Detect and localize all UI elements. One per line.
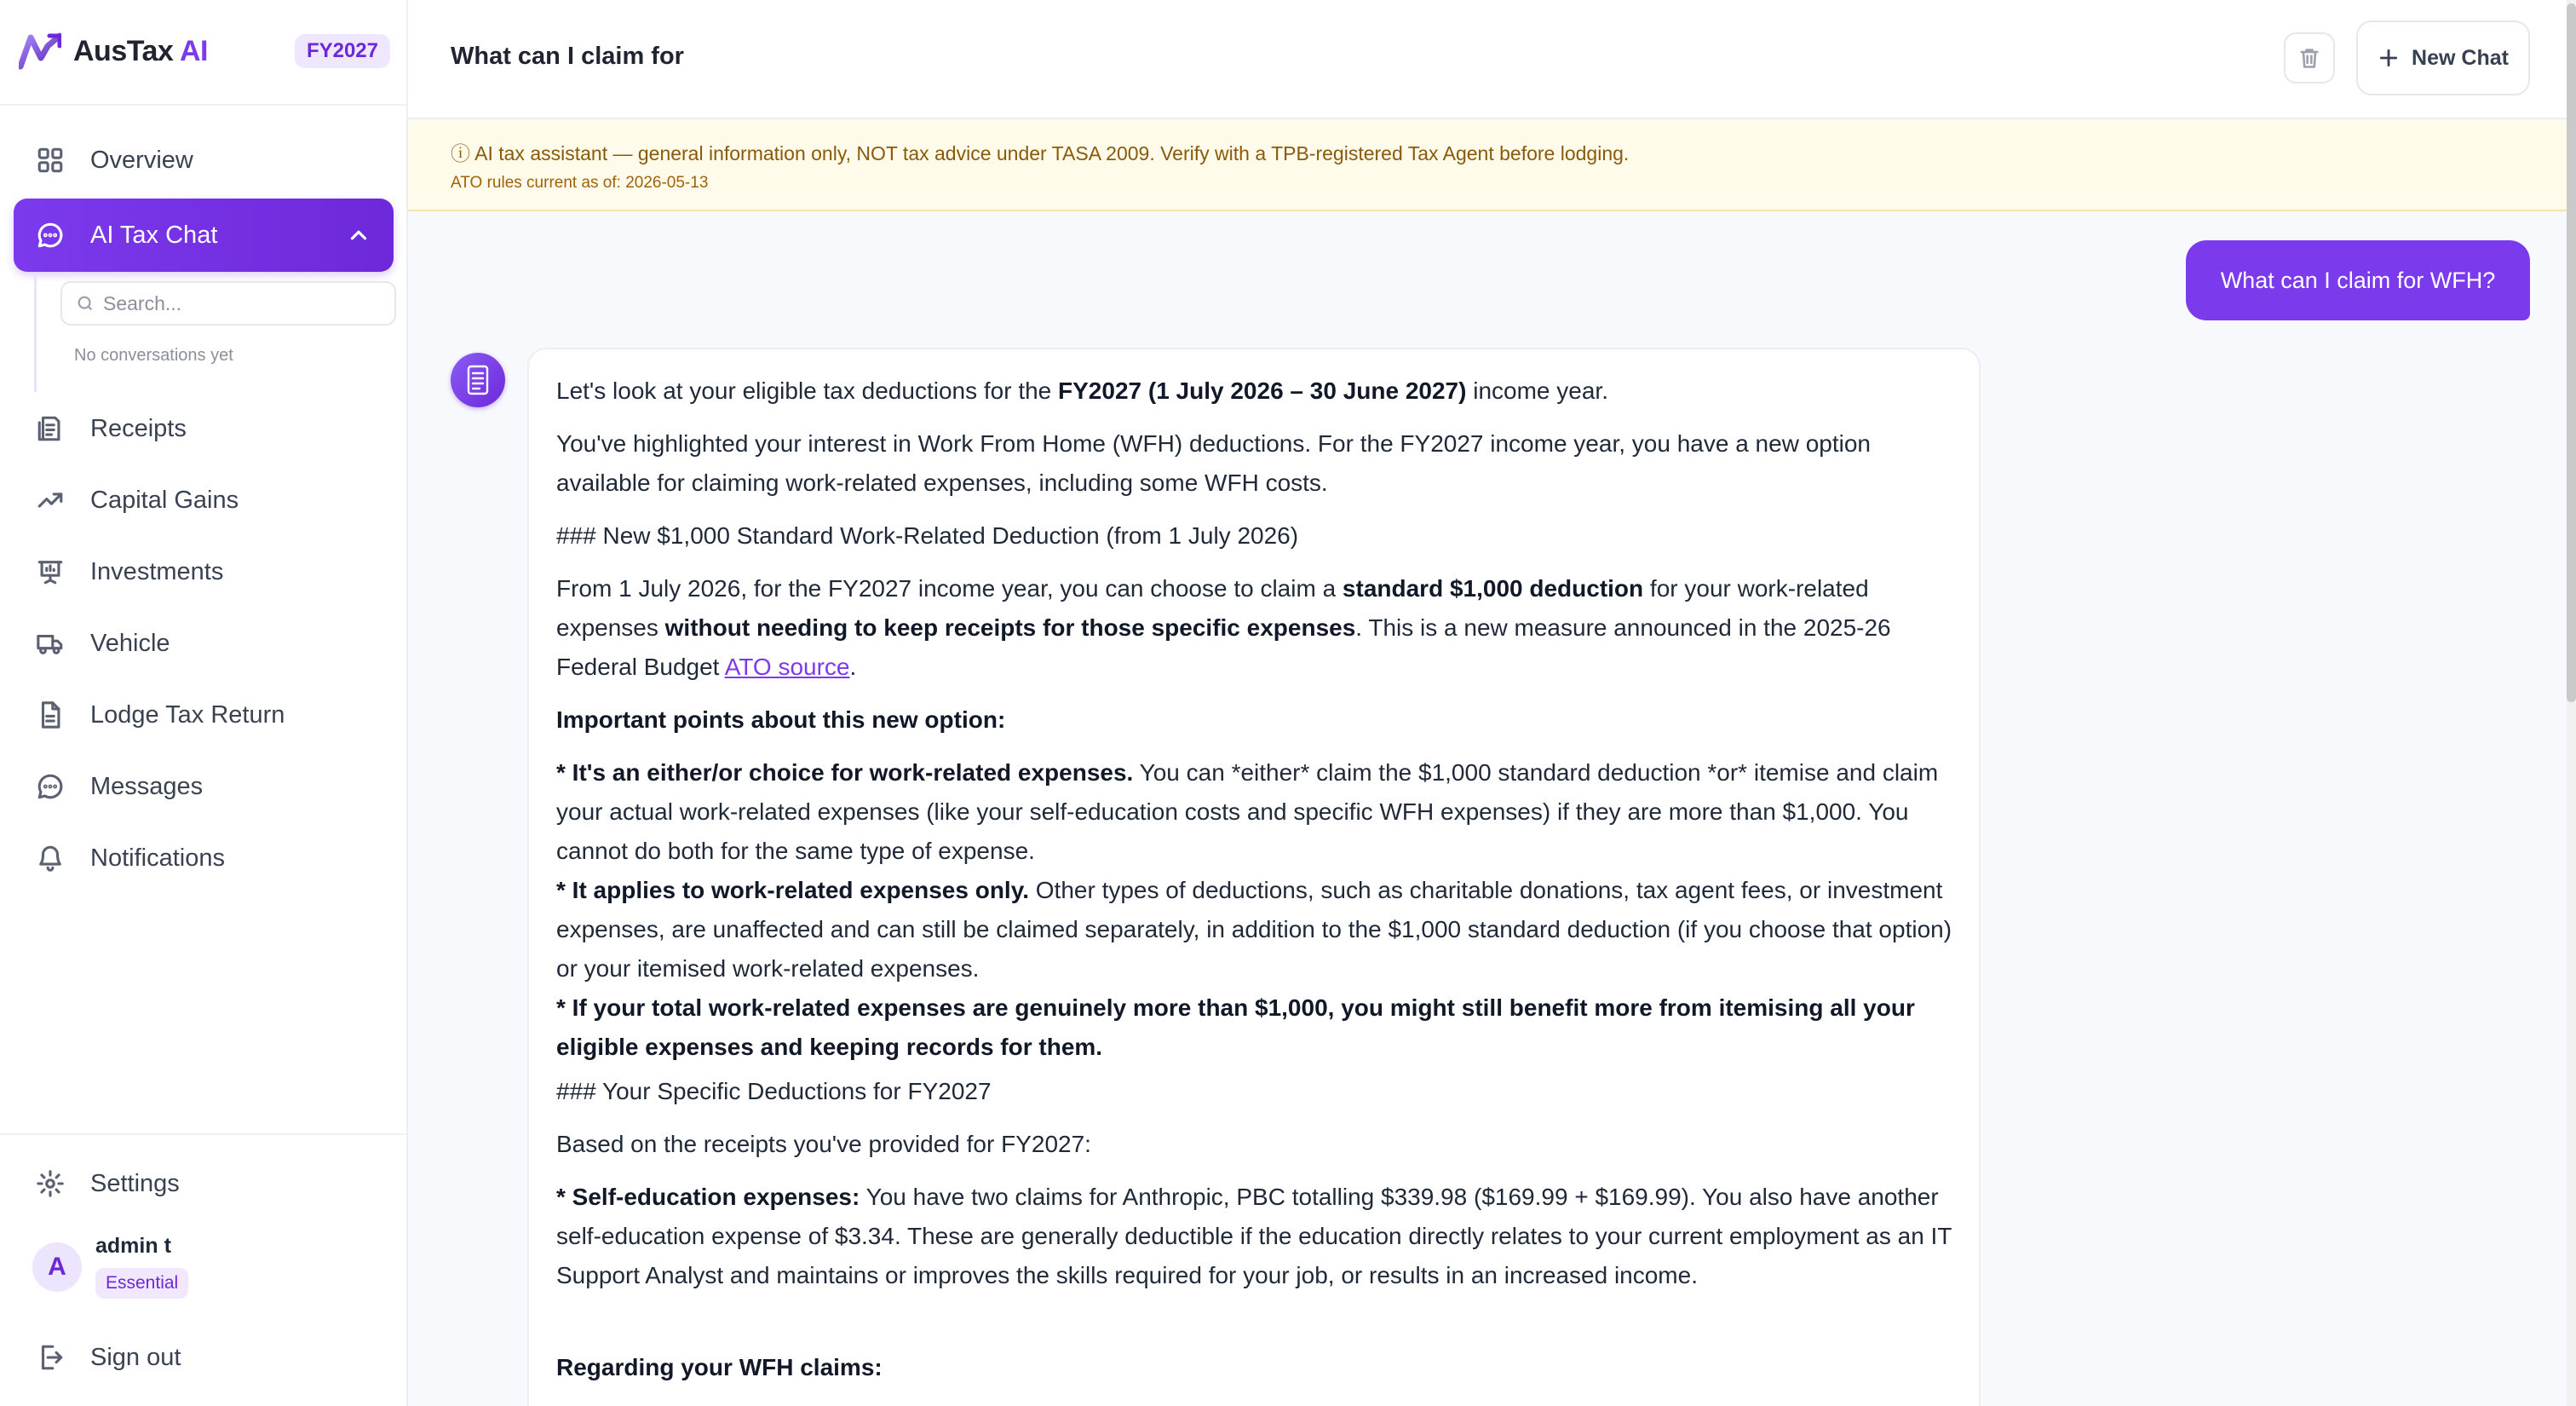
- bell-icon: [36, 844, 65, 873]
- sidebar-item-notifications[interactable]: [14, 821, 394, 895]
- chat-bubble-icon: [36, 221, 65, 250]
- new-chat-label: New Chat: [2412, 45, 2509, 70]
- divider: [0, 1133, 408, 1135]
- disclaimer-text: ⓘ AI tax assistant — general information only, NOT tax advice under TASA 2009. Verify with a TPB-registered Tax Agent before lodging.: [451, 142, 1630, 164]
- search-icon: [76, 294, 95, 313]
- message-icon: [36, 772, 65, 801]
- sidebar: [0, 0, 408, 1406]
- message-bullet: * Self-education expenses: You have two claims for Anthropic, PBC totalling $339.98 ($169.99 + $169.99). You also have another self-education expense of $3.34. These are generally deductible if the education directly relates to your current employment as an IT Support Analyst and maintains or improves the skills required for your job, or results in an increased income.: [556, 1184, 1952, 1288]
- chevron-up-icon[interactable]: [346, 222, 371, 248]
- ato-source-link[interactable]: ATO source: [724, 654, 850, 680]
- sidebar-item-label: Messages: [90, 772, 204, 800]
- assistant-message: [527, 348, 1981, 1406]
- brand[interactable]: [19, 31, 390, 72]
- message-paragraph: Let's look at your eligible tax deductions for the FY2027 (1 July 2026 – 30 June 2027) income year.: [556, 377, 1608, 404]
- message-paragraph: Regarding your WFH claims:: [556, 1354, 883, 1380]
- sidebar-item-messages[interactable]: [14, 750, 394, 823]
- receipt-icon: [36, 414, 65, 443]
- sidebar-item-label: Lodge Tax Return: [90, 700, 285, 729]
- chat-search-input[interactable]: [103, 292, 376, 315]
- rules-date-text: ATO rules current as of: 2026-05-13: [451, 174, 709, 192]
- sidebar-item-settings[interactable]: [14, 1147, 394, 1220]
- sidebar-item-label: Receipts: [90, 414, 187, 442]
- assistant-logo-icon: [463, 364, 492, 396]
- plan-badge: Essential: [95, 1268, 188, 1299]
- message-paragraph: Important points about this new option:: [556, 706, 1006, 733]
- fiscal-year-badge: FY2027: [295, 34, 390, 68]
- sidebar-item-ai-tax-chat[interactable]: [14, 199, 394, 272]
- message-paragraph: From 1 July 2026, for the FY2027 income year, you can choose to claim a standard $1,000 deduction for your work-related expenses without needing to keep receipts for those specific expenses. This is a new measure announced in the 2025-26 Federal Budget ATO source.: [556, 575, 1891, 680]
- chat-search[interactable]: [60, 281, 396, 326]
- brand-name: AusTax AI: [73, 34, 208, 67]
- sidebar-item-lodge-tax-return[interactable]: [14, 678, 394, 752]
- chat-header: [408, 0, 2576, 119]
- message-bullet: * If your total work-related expenses are genuinely more than $1,000, you might still benefit more from itemising all your eligible expenses and keeping records for them.: [556, 994, 1915, 1060]
- sidebar-item-label: Notifications: [90, 844, 225, 872]
- user-message: What can I claim for WFH?: [2186, 240, 2530, 320]
- message-bullet: * It applies to work-related expenses only. Other types of deductions, such as charitable donations, tax agent fees, or investment expenses, are unaffected and can still be claimed separately, in addition to the $1,000 standard deduction (if you choose that option) or your itemised work-related expenses.: [556, 877, 1952, 982]
- gear-icon: [36, 1169, 65, 1198]
- grid-icon: [36, 146, 65, 175]
- sidebar-item-vehicle[interactable]: [14, 607, 394, 680]
- presentation-chart-icon: [36, 557, 65, 586]
- sidebar-item-receipts[interactable]: [14, 392, 394, 465]
- document-icon: [36, 700, 65, 729]
- plus-icon: [2378, 47, 2400, 69]
- sidebar-item-capital-gains[interactable]: [14, 464, 394, 537]
- page-title: What can I claim for: [451, 43, 684, 70]
- sidebar-item-label: Overview: [90, 146, 193, 174]
- trending-up-icon: [36, 486, 65, 515]
- truck-icon: [36, 629, 65, 658]
- sidebar-item-investments[interactable]: [14, 535, 394, 608]
- sidebar-item-sign-out[interactable]: [14, 1321, 394, 1394]
- trash-icon: [2297, 46, 2321, 70]
- message-paragraph: Based on the receipts you've provided for FY2027:: [556, 1131, 1091, 1157]
- scrollbar-thumb[interactable]: [2567, 3, 2576, 702]
- main-content: [408, 0, 2576, 1406]
- message-bullet: * It's an either/or choice for work-related expenses. You can *either* claim the $1,000 standard deduction *or* itemise and claim your actual work-related expenses (like your self-education costs and specific WFH expenses) if they are more than $1,000. You cannot do both for the same type of expense.: [556, 759, 1939, 864]
- sign-out-icon: [36, 1343, 65, 1372]
- user-profile[interactable]: [32, 1234, 390, 1311]
- message-paragraph: You've highlighted your interest in Work From Home (WFH) deductions. For the FY2027 income year, you have a new option available for claiming work-related expenses, including some WFH costs.: [556, 430, 1871, 496]
- disclaimer-banner: [408, 119, 2576, 211]
- assistant-avatar: [451, 353, 505, 407]
- sidebar-item-label: AI Tax Chat: [90, 221, 218, 249]
- no-conversations-text: No conversations yet: [74, 346, 233, 365]
- message-heading: ### Your Specific Deductions for FY2027: [556, 1078, 992, 1104]
- sidebar-item-overview[interactable]: [14, 124, 394, 197]
- sidebar-item-label: Settings: [90, 1169, 180, 1197]
- new-chat-button[interactable]: [2356, 20, 2530, 95]
- sidebar-item-label: Sign out: [90, 1343, 181, 1371]
- message-heading: ### New $1,000 Standard Work-Related Deduction (from 1 July 2026): [556, 522, 1299, 549]
- divider: [0, 104, 408, 106]
- sidebar-item-label: Investments: [90, 557, 224, 585]
- sidebar-item-label: Vehicle: [90, 629, 170, 657]
- avatar: A: [32, 1242, 82, 1292]
- user-name: admin t: [95, 1234, 171, 1258]
- chat-history-panel: [34, 274, 394, 392]
- delete-chat-button[interactable]: [2284, 32, 2335, 84]
- sidebar-item-label: Capital Gains: [90, 486, 239, 514]
- austax-logo-icon: [19, 32, 61, 70]
